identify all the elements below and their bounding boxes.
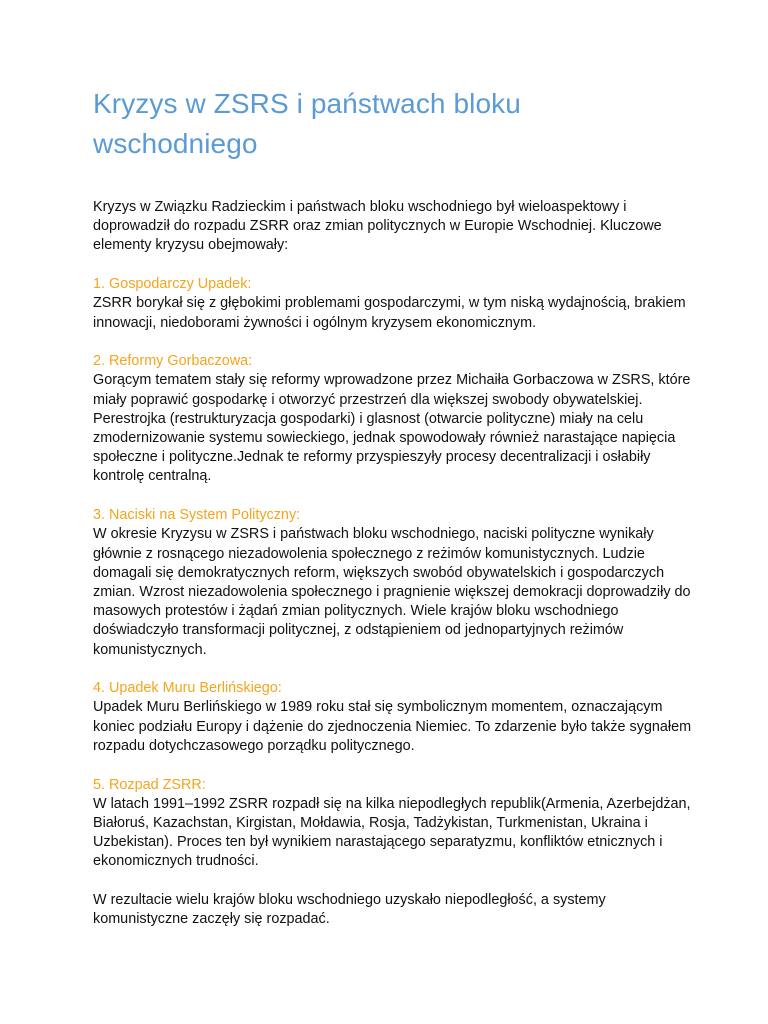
document-title: Kryzys w ZSRS i państwach bloku wschodniego — [93, 88, 521, 159]
section-heading: 5. Rozpad ZSRR: — [93, 776, 206, 793]
section-body: Upadek Muru Berlińskiego w 1989 roku stał się symbolicznym momentem, oznaczającym koniec podziału Europy i dążenie do zjednoczenia Niemiec. To zdarzenie było także sygnałem rozpadu dotychczasowego porządku politycznego. — [93, 699, 692, 754]
section-political-pressure — [93, 506, 693, 660]
section-gorbachev-reforms — [93, 352, 693, 486]
intro-paragraph: Kryzys w Związku Radzieckim i państwach bloku wschodniego był wieloaspektowy i doprowadził do rozpadu ZSRR oraz zmian politycznych w Europie Wschodniej. Kluczowe elementy kryzysu obejmowały: — [93, 199, 662, 254]
document-page — [93, 84, 693, 930]
section-heading: 4. Upadek Muru Berlińskiego: — [93, 680, 282, 697]
section-heading: 1. Gospodarczy Upadek: — [93, 276, 252, 293]
section-body: W okresie Kryzysu w ZSRS i państwach bloku wschodniego, naciski polityczne wynikały głównie z rosnącego niezadowolenia społecznego z reżimów komunistycznych. Ludzie domagali się demokratycznych reform, większych swobód obywatelskich i gospodarczych zmian. Wzrost niezadowolenia społecznego i pragnienie większej demokracji doprowadziły do masowych protestów i żądań zmian politycznych. Wiele krajów bloku wschodniego doświadczyło transformacji politycznej, z odstąpieniem od jednopartyjnych reżimów komunistycznych. — [93, 526, 691, 658]
section-heading: 2. Reformy Gorbaczowa: — [93, 353, 253, 370]
section-body: Gorącym tematem stały się reformy wprowadzone przez Michaiła Gorbaczowa w ZSRS, które miały poprawić gospodarkę i otworzyć przestrzeń dla większej swobody obywatelskiej. Perestrojka (restrukturyzacja gospodarki) i glasnost (otwarcie polityczne) miały na celu zmodernizowanie systemu sowieckiego, jednak spowodowały również narastające napięcia społeczne i polityczne.Jednak te reformy przyspieszyły procesy decentralizacji i osłabiły kontrolę centralną. — [93, 372, 691, 485]
section-body: W latach 1991–1992 ZSRR rozpadł się na kilka niepodległych republik(Armenia, Azerbejdżan, Białoruś, Kazachstan, Kirgistan, Mołdawia, Rosja, Tadżykistan, Turkmenistan, Ukraina i Uzbekistan). Proces ten był wynikiem narastającego separatyzmu, konfliktów etnicznych i ekonomicznych trudności. — [93, 795, 691, 870]
section-ussr-dissolution — [93, 776, 693, 872]
section-berlin-wall — [93, 679, 693, 756]
section-body: ZSRR borykał się z głębokimi problemami gospodarczymi, w tym niską wydajnością, brakiem innowacji, niedoborami żywności i ogólnym kryzysem ekonomicznym. — [93, 295, 686, 331]
closing-paragraph: W rezultacie wielu krajów bloku wschodniego uzyskało niepodległość, a systemy komunistyczne zaczęły się rozpadać. — [93, 892, 606, 928]
section-economic-collapse — [93, 275, 693, 333]
section-heading: 3. Naciski na System Polityczny: — [93, 507, 301, 524]
